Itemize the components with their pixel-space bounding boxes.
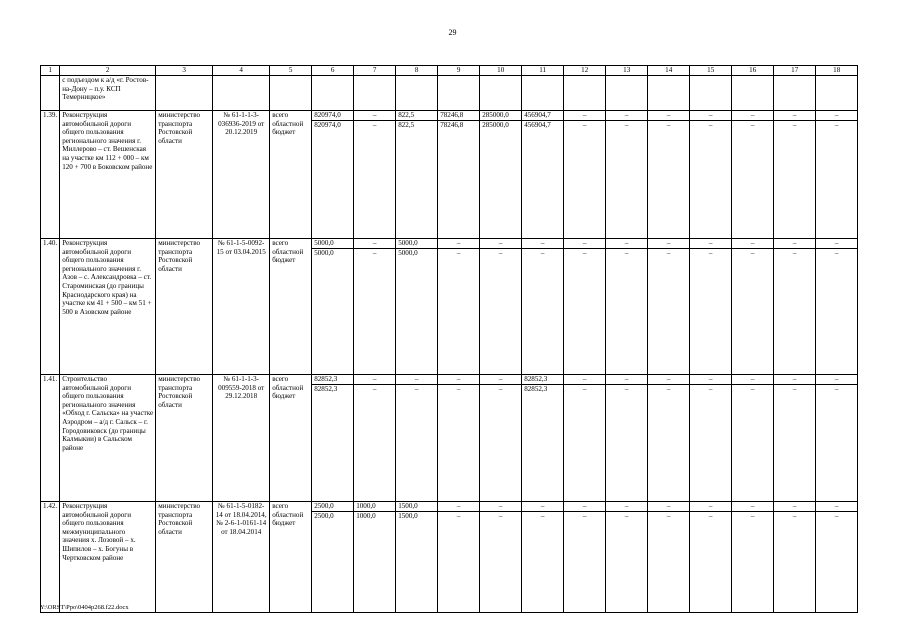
empty-cell — [774, 76, 816, 111]
column-header: 11 — [522, 66, 564, 76]
amount-cell — [564, 239, 606, 375]
column-header: 4 — [213, 66, 270, 76]
amount-total: – — [690, 111, 731, 121]
object-name-cell: Реконструкция автомобильной дороги общего пользования межмуниципального значения х. Лозовой – х. Шипилов – х. Богуны в Чертковском районе — [60, 502, 156, 613]
amount-total: 82852,3 — [522, 375, 563, 385]
amount-cell — [648, 375, 690, 502]
amount-cell — [354, 502, 396, 613]
amount-cell — [816, 502, 858, 613]
amount-cell — [648, 239, 690, 375]
amount-cell — [690, 375, 732, 502]
column-header: 8 — [396, 66, 438, 76]
object-name-cell: Реконструкция автомобильной дороги общего пользования регионального значения г. Азов – с. Александровка – ст. Староминская (до границы Краснодарского края) на участке км 41 + 500 – км 51 + 500 в Азовском районе — [60, 239, 156, 375]
amount-regional: – — [372, 120, 377, 129]
amount-total: – — [774, 239, 815, 249]
amount-total: – — [606, 375, 647, 385]
amount-regional: – — [498, 384, 503, 393]
amount-regional: – — [498, 511, 503, 520]
amount-cell — [564, 375, 606, 502]
amount-total: – — [564, 375, 605, 385]
amount-cell — [396, 375, 438, 502]
amount-total: – — [606, 239, 647, 249]
amount-total: – — [606, 111, 647, 121]
amount-cell — [312, 502, 354, 613]
empty-cell — [156, 76, 213, 111]
amount-total: 822,5 — [396, 111, 437, 121]
amount-total: – — [522, 502, 563, 512]
amount-regional: 456904,7 — [524, 120, 551, 129]
row-number-cell: 1.39. — [41, 111, 60, 239]
amount-regional: – — [456, 384, 461, 393]
empty-cell — [213, 76, 270, 111]
amount-cell — [816, 111, 858, 239]
funding-source-cell — [270, 502, 312, 613]
amount-total: – — [354, 111, 395, 121]
page-number: 29 — [448, 28, 457, 37]
funding-source-cell — [270, 111, 312, 239]
responsible-org-cell: министерство транспорта Ростовской области — [156, 375, 213, 502]
amount-total: – — [522, 239, 563, 249]
row-number-cell: 1.41. — [41, 375, 60, 502]
amount-regional: – — [582, 384, 587, 393]
amount-regional: – — [750, 511, 755, 520]
amount-regional: – — [372, 384, 377, 393]
amount-regional: – — [666, 120, 671, 129]
amount-cell — [690, 111, 732, 239]
amount-cell — [690, 502, 732, 613]
empty-cell — [522, 76, 564, 111]
amount-regional: 2500,0 — [314, 511, 334, 520]
amount-regional: – — [624, 511, 629, 520]
amount-total: – — [732, 239, 773, 249]
empty-cell — [732, 76, 774, 111]
amount-total: 820974,0 — [312, 111, 353, 121]
empty-cell — [312, 76, 354, 111]
amount-regional: – — [582, 248, 587, 257]
amount-regional: – — [708, 120, 713, 129]
amount-regional: – — [792, 511, 797, 520]
amount-total: – — [648, 239, 689, 249]
amount-regional: 82852,3 — [314, 384, 338, 393]
column-header: 17 — [774, 66, 816, 76]
amount-regional: 78246,8 — [440, 120, 464, 129]
amount-cell — [732, 502, 774, 613]
funding-source-total: всего — [272, 239, 289, 247]
amount-cell — [312, 111, 354, 239]
amount-cell — [438, 239, 480, 375]
amount-cell — [354, 111, 396, 239]
amount-total: – — [354, 239, 395, 249]
amount-total: – — [438, 375, 479, 385]
data-table — [40, 65, 858, 613]
column-header: 3 — [156, 66, 213, 76]
amount-cell — [774, 375, 816, 502]
amount-total: – — [564, 111, 605, 121]
amount-total: 5000,0 — [312, 239, 353, 249]
table-row — [41, 375, 858, 502]
column-header: 15 — [690, 66, 732, 76]
amount-regional: – — [792, 384, 797, 393]
document-number-cell: № 61-1-1-3-036936-2019 от 20.12.2019 — [213, 111, 270, 239]
amount-regional: – — [540, 248, 545, 257]
amount-cell — [438, 502, 480, 613]
funding-source-total: всего — [272, 375, 289, 383]
amount-cell — [354, 375, 396, 502]
table-row — [41, 111, 858, 239]
empty-cell — [270, 76, 312, 111]
amount-total: – — [732, 502, 773, 512]
empty-cell — [690, 76, 732, 111]
amount-regional: – — [834, 511, 839, 520]
amount-regional: – — [456, 511, 461, 520]
object-name-cell: Реконструкция автомобильной дороги общего пользования регионального значения г. Миллерово – ст. Вешенская на участке км 112 + 000 – км 120 + 700 в Боковском районе — [60, 111, 156, 239]
empty-cell — [438, 76, 480, 111]
amount-regional: – — [414, 384, 419, 393]
amount-regional: 285000,0 — [482, 120, 509, 129]
amount-total: – — [816, 502, 857, 512]
column-header: 10 — [480, 66, 522, 76]
amount-regional: – — [750, 384, 755, 393]
column-header: 12 — [564, 66, 606, 76]
amount-total: – — [438, 502, 479, 512]
amount-cell — [816, 375, 858, 502]
amount-total: – — [648, 502, 689, 512]
document-number-cell: № 61-1-1-3-009559-2018 от 29.12.2018 — [213, 375, 270, 502]
amount-regional: – — [666, 248, 671, 257]
amount-total: 82852,3 — [312, 375, 353, 385]
table-row — [41, 502, 858, 613]
header-row — [41, 66, 858, 76]
amount-regional: 1000,0 — [356, 511, 376, 520]
amount-cell — [438, 375, 480, 502]
amount-cell — [648, 502, 690, 613]
amount-regional: – — [708, 511, 713, 520]
amount-total: – — [480, 375, 521, 385]
funding-source-cell — [270, 375, 312, 502]
empty-cell — [564, 76, 606, 111]
amount-cell — [648, 111, 690, 239]
amount-regional: – — [666, 384, 671, 393]
amount-regional: – — [372, 248, 377, 257]
funding-source-total: всего — [272, 502, 289, 510]
amount-total: 5000,0 — [396, 239, 437, 249]
amount-regional: – — [540, 511, 545, 520]
amount-cell — [732, 111, 774, 239]
file-path-footer: Y:\ORST\Ppo\0404p268.f22.docx — [40, 604, 129, 611]
row-number-cell — [41, 76, 60, 111]
empty-cell — [648, 76, 690, 111]
amount-total: – — [606, 502, 647, 512]
responsible-org-cell: министерство транспорта Ростовской области — [156, 239, 213, 375]
amount-total: – — [354, 375, 395, 385]
amount-total: – — [438, 239, 479, 249]
document-number-cell: № 61-1-5-0092-15 от 03.04.2015 — [213, 239, 270, 375]
amount-total: – — [690, 239, 731, 249]
amount-regional: – — [498, 248, 503, 257]
amount-cell — [606, 375, 648, 502]
object-name-cell: Строительство автомобильной дороги общего пользования регионального значения «Обход г. Сальска» на участке Аэродром – а/д г. Сальск – г. Городовиковск (до границы Калмыкии) в Сальском районе — [60, 375, 156, 502]
amount-regional: – — [834, 248, 839, 257]
funding-source-regional: областной бюджет — [272, 119, 304, 137]
empty-cell — [396, 76, 438, 111]
amount-regional: – — [792, 248, 797, 257]
document-number-cell: № 61-1-5-0182-14 от 18.04.2014, № 2-6-1-0161-14 от 18.04.2014 — [213, 502, 270, 613]
amount-cell — [774, 111, 816, 239]
amount-total: – — [480, 502, 521, 512]
amount-cell — [606, 111, 648, 239]
empty-cell — [816, 76, 858, 111]
column-header: 9 — [438, 66, 480, 76]
object-name-cell: с подъездом к а/д «г. Ростов-на-Дону – п.у. КСП Темерницкое» — [60, 76, 156, 111]
amount-total: – — [648, 375, 689, 385]
amount-cell — [774, 502, 816, 613]
column-header: 1 — [41, 66, 60, 76]
amount-cell — [732, 375, 774, 502]
funding-source-regional: областной бюджет — [272, 510, 304, 528]
amount-regional: – — [834, 384, 839, 393]
amount-regional: – — [624, 120, 629, 129]
amount-regional: – — [582, 511, 587, 520]
amount-cell — [606, 239, 648, 375]
amount-regional: 5000,0 — [398, 248, 418, 257]
table-row — [41, 239, 858, 375]
amount-total: – — [564, 239, 605, 249]
amount-regional: – — [792, 120, 797, 129]
column-header: 13 — [606, 66, 648, 76]
amount-cell — [774, 239, 816, 375]
funding-source-regional: областной бюджет — [272, 383, 304, 401]
amount-cell — [312, 239, 354, 375]
amount-regional: – — [708, 384, 713, 393]
amount-total: – — [774, 111, 815, 121]
amount-cell — [396, 502, 438, 613]
amount-total: – — [774, 375, 815, 385]
amount-cell — [480, 239, 522, 375]
amount-total: – — [690, 502, 731, 512]
amount-cell — [564, 111, 606, 239]
amount-total: 285000,0 — [480, 111, 521, 121]
amount-regional: 5000,0 — [314, 248, 334, 257]
amount-cell — [480, 502, 522, 613]
column-header: 18 — [816, 66, 858, 76]
amount-total: – — [396, 375, 437, 385]
amount-cell — [522, 502, 564, 613]
amount-regional: 820974,0 — [314, 120, 341, 129]
amount-total: – — [690, 375, 731, 385]
amount-total: – — [648, 111, 689, 121]
amount-cell — [438, 111, 480, 239]
responsible-org-cell: министерство транспорта Ростовской области — [156, 502, 213, 613]
amount-regional: 82852,3 — [524, 384, 548, 393]
row-number-cell: 1.40. — [41, 239, 60, 375]
amount-cell — [354, 239, 396, 375]
amount-cell — [396, 239, 438, 375]
amount-total: – — [480, 239, 521, 249]
amount-cell — [480, 375, 522, 502]
amount-cell — [480, 111, 522, 239]
amount-total: 456904,7 — [522, 111, 563, 121]
amount-cell — [522, 375, 564, 502]
empty-cell — [480, 76, 522, 111]
amount-total: 78246,8 — [438, 111, 479, 121]
amount-regional: 1500,0 — [398, 511, 418, 520]
amount-cell — [606, 502, 648, 613]
amount-total: – — [816, 375, 857, 385]
amount-total: – — [816, 111, 857, 121]
column-header: 5 — [270, 66, 312, 76]
amount-regional: – — [750, 120, 755, 129]
column-header: 6 — [312, 66, 354, 76]
amount-cell — [816, 239, 858, 375]
amount-regional: – — [624, 248, 629, 257]
amount-total: – — [564, 502, 605, 512]
amount-cell — [732, 239, 774, 375]
empty-cell — [354, 76, 396, 111]
amount-cell — [312, 375, 354, 502]
column-header: 14 — [648, 66, 690, 76]
row-number-cell: 1.42. — [41, 502, 60, 613]
amount-regional: – — [582, 120, 587, 129]
amount-total: – — [732, 375, 773, 385]
funding-source-total: всего — [272, 111, 289, 119]
funding-source-cell — [270, 239, 312, 375]
amount-regional: 822,5 — [398, 120, 415, 129]
amount-total: – — [816, 239, 857, 249]
amount-cell — [564, 502, 606, 613]
continuation-row — [41, 76, 858, 111]
amount-total: – — [774, 502, 815, 512]
column-header: 7 — [354, 66, 396, 76]
column-header: 2 — [60, 66, 156, 76]
amount-cell — [522, 239, 564, 375]
amount-total: 2500,0 — [312, 502, 353, 512]
amount-total: – — [732, 111, 773, 121]
amount-regional: – — [750, 248, 755, 257]
responsible-org-cell: министерство транспорта Ростовской области — [156, 111, 213, 239]
amount-regional: – — [834, 120, 839, 129]
column-header: 16 — [732, 66, 774, 76]
amount-total: 1000,0 — [354, 502, 395, 512]
funding-source-regional: областной бюджет — [272, 247, 304, 265]
amount-total: 1500,0 — [396, 502, 437, 512]
amount-regional: – — [624, 384, 629, 393]
amount-regional: – — [456, 248, 461, 257]
amount-cell — [522, 111, 564, 239]
amount-regional: – — [666, 511, 671, 520]
amount-cell — [690, 239, 732, 375]
amount-cell — [396, 111, 438, 239]
amount-regional: – — [708, 248, 713, 257]
empty-cell — [606, 76, 648, 111]
